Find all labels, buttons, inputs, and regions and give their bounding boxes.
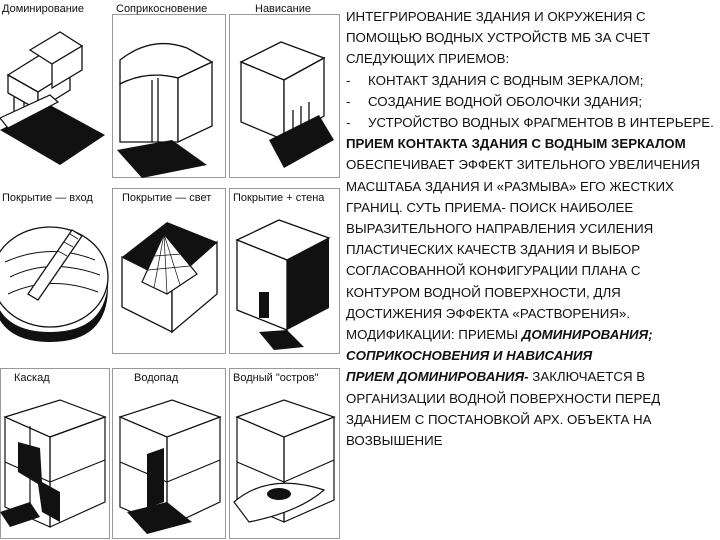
bullet-marker: - bbox=[346, 93, 351, 109]
list-item bbox=[346, 70, 716, 91]
cascade-drawing bbox=[0, 362, 110, 540]
list-item-text: СОЗДАНИЕ ВОДНОЙ ОБОЛОЧКИ ЗДАНИЯ; bbox=[368, 93, 643, 109]
caption-waterfall: Водопад bbox=[134, 372, 179, 384]
dominance-heading: ПРИЕМ ДОМИНИРОВАНИЯ- bbox=[346, 369, 529, 385]
water-island-drawing bbox=[229, 362, 340, 540]
roof-light-drawing bbox=[112, 182, 227, 360]
bullet-marker: - bbox=[346, 115, 351, 131]
panel-cascade bbox=[0, 362, 110, 540]
panel-contact bbox=[112, 0, 227, 180]
dominance-body: ЗАКЛЮЧАЕТСЯ В ОРГАНИЗАЦИИ ВОДНОЙ ПОВЕРХНОСТИ ПЕРЕД ЗДАНИЕМ С ПОСТАНОВКОЙ АРХ. ОБЪЕКТА НА ВОЗВЫШЕНИЕ bbox=[346, 369, 661, 449]
panel-waterfall bbox=[112, 362, 227, 540]
panel-roof-entrance bbox=[0, 182, 110, 360]
list-item-text: КОНТАКТ ЗДАНИЯ С ВОДНЫМ ЗЕРКАЛОМ; bbox=[368, 72, 644, 88]
list-item bbox=[346, 91, 716, 112]
caption-overhang: Нависание bbox=[255, 3, 312, 15]
modifications-paragraph bbox=[346, 324, 716, 366]
dominance-paragraph bbox=[346, 366, 716, 451]
panel-overhang bbox=[229, 0, 340, 180]
dominance-drawing bbox=[0, 0, 110, 180]
list-item-text: УСТРОЙСТВО ВОДНЫХ ФРАГМЕНТОВ В ИНТЕРЬЕРЕ. bbox=[368, 115, 714, 131]
panel-water-island bbox=[229, 362, 340, 540]
modifications-label: МОДИФИКАЦИИ: ПРИЕМЫ bbox=[346, 327, 522, 343]
overhang-drawing bbox=[229, 0, 340, 180]
contact-body: ОБЕСПЕЧИВАЕТ ЭФФЕКТ ЗИТЕЛЬНОГО УВЕЛИЧЕНИЯ МАСШТАБА ЗДАНИЯ И «РАЗМЫВА» ЕГО ЖЕСТКИХ ГРАНИЦ. СУТЬ ПРИЕМА- ПОИСК НАИБОЛЕЕ ВЫРАЗИТЕЛЬНОГО НАПРАВЛЕНИЯ УСИЛЕНИЯ ПЛАСТИЧЕСКИХ КАЧЕСТВ ЗДАНИЯ И ВЫБОР СОГЛАСОВАННОЙ КОНФИГУРАЦИИ ПЛАНА С КОНТУРОМ ВОДНОЙ ПОВЕРХНОСТИ, ДЛЯ ДОСТИЖЕНИЯ ЭФФЕКТА «РАСТВОРЕНИЯ». bbox=[346, 157, 701, 321]
caption-cascade: Каскад bbox=[14, 372, 50, 384]
roof-entrance-drawing bbox=[0, 182, 110, 360]
roof-wall-drawing bbox=[229, 182, 340, 360]
waterfall-drawing bbox=[112, 362, 227, 540]
intro-paragraph: ИНТЕГРИРОВАНИЕ ЗДАНИЯ И ОКРУЖЕНИЯ С ПОМОЩЬЮ ВОДНЫХ УСТРОЙСТВ МБ ЗА СЧЕТ СЛЕДУЮЩИХ ПРИЕМОВ: bbox=[346, 9, 651, 67]
panel-roof-wall bbox=[229, 182, 340, 360]
contact-drawing bbox=[112, 0, 227, 180]
bullet-marker: - bbox=[346, 72, 351, 88]
caption-contact: Соприкосновение bbox=[116, 3, 208, 15]
contact-paragraph bbox=[346, 133, 716, 324]
illustration-grid bbox=[0, 0, 340, 540]
caption-roof-wall: Покрытие + стена bbox=[233, 192, 325, 204]
panel-roof-light bbox=[112, 182, 227, 360]
panel-dominance bbox=[0, 0, 110, 180]
caption-roof-entrance: Покрытие — вход bbox=[2, 192, 93, 204]
contact-heading: ПРИЕМ КОНТАКТА ЗДАНИЯ С ВОДНЫМ ЗЕРКАЛОМ bbox=[346, 136, 686, 152]
caption-water-island: Водный "остров" bbox=[233, 372, 319, 384]
text-column bbox=[346, 6, 716, 451]
caption-dominance: Доминирование bbox=[2, 3, 85, 15]
modifications-list: ДОМИНИРОВАНИЯ; СОПРИКОСНОВЕНИЯ И НАВИСАНИЯ bbox=[346, 327, 653, 364]
list-item bbox=[346, 112, 716, 133]
caption-roof-light: Покрытие — свет bbox=[122, 192, 212, 204]
